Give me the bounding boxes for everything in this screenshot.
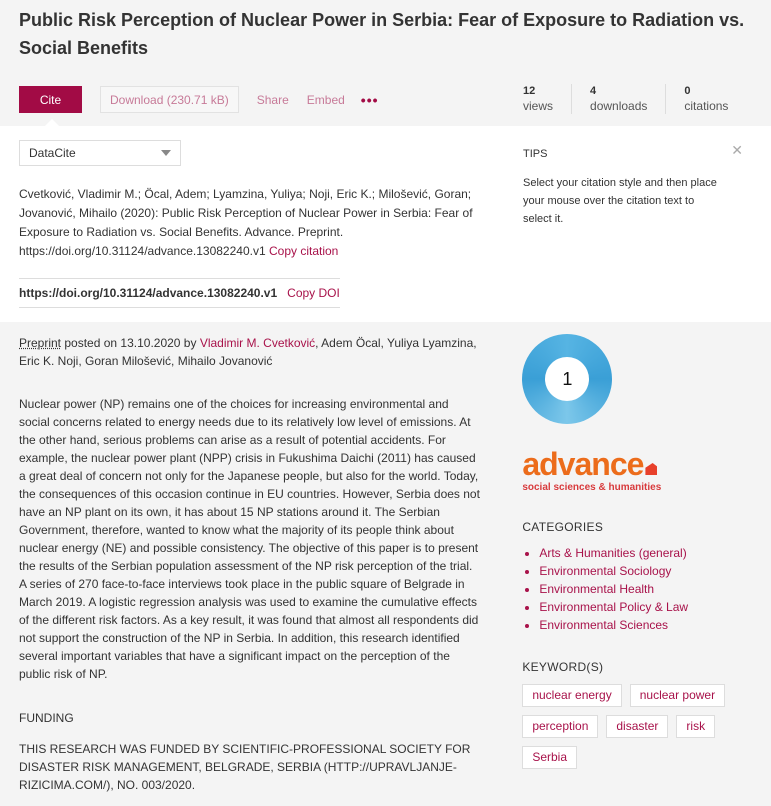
category-link[interactable]: Environmental Sciences xyxy=(539,618,669,632)
keyword-tag[interactable]: Serbia xyxy=(522,746,577,769)
stat-value: 4 xyxy=(590,85,597,97)
stat-citations xyxy=(665,84,746,114)
main-content xyxy=(0,322,771,806)
doi-row xyxy=(19,278,340,308)
byline xyxy=(19,334,480,370)
logo-word: advance xyxy=(522,446,644,482)
tips-title: TIPS xyxy=(523,148,548,160)
keywords-list xyxy=(522,684,752,769)
chevron-down-icon xyxy=(161,150,171,156)
category-item[interactable] xyxy=(539,544,752,562)
author-link[interactable]: Vladimir M. Cvetković xyxy=(199,336,316,350)
stat-value: 0 xyxy=(684,85,691,97)
share-link[interactable]: Share xyxy=(256,92,289,107)
categories-title: CATEGORIES xyxy=(522,520,604,534)
right-column xyxy=(522,334,752,794)
keyword-tag[interactable]: nuclear power xyxy=(630,684,725,707)
action-bar xyxy=(19,86,379,113)
altmetric-badge[interactable] xyxy=(522,334,612,424)
more-icon[interactable]: ••• xyxy=(360,91,379,108)
close-icon[interactable]: ✕ xyxy=(731,142,743,158)
abstract: Nuclear power (NP) remains one of the choices for increasing environmental and social concerns related to energy needs due to its relatively low level of emissions. At the other hand, serious problems can arise as a result of potential accidents. For example, the nuclear power plant (NPP) crisis in Fukushima Daichi (2011) has caused a great deal of concern not only for the Japanese people, but also for the world. Today, the consequences of this occasion continue in EU countries. However, Serbia does not have an NP plant on its own, it has about 15 NP stations around it. The Serbian Government, therefore, wanted to know what the majority of its people think about nuclear energy (NE) and possible consistency. The objective of this paper is to present the results of the Serbian population assessment of the NP risk perception of the trial. A series of 270 face-to-face interviews took place in the public square of Belgrade in March 2019. A logistic regression analysis was used to examine the cumulative effects of the different risk factors. As a key result, it was found that almost all respondents did not support the construction of the NP in Serbia. In addition, this research identified several important variables that have a significant impact on the perception of the public risk of NP. xyxy=(19,397,480,681)
category-item[interactable] xyxy=(539,580,752,598)
page-title: Public Risk Perception of Nuclear Power in Serbia: Fear of Exposure to Radiation vs. Social Benefits xyxy=(19,10,745,58)
stat-label: views xyxy=(523,99,554,113)
citation-text[interactable] xyxy=(19,185,489,261)
category-item[interactable] xyxy=(539,616,752,634)
panel-pointer xyxy=(45,119,59,126)
category-link[interactable]: Environmental Sociology xyxy=(539,564,672,578)
preprint-label[interactable]: Preprint xyxy=(19,336,62,350)
logo-tagline: social sciences & humanities xyxy=(522,482,662,493)
stat-value: 12 xyxy=(523,85,536,97)
doi-text[interactable]: https://doi.org/10.31124/advance.13082240.v1 xyxy=(19,286,278,300)
citation-body[interactable]: Cvetković, Vladimir M.; Öcal, Adem; Lyamzina, Yuliya; Noji, Eric K.; Milošević, Goran; Jovanović, Mihailo (2020): Public Risk Perception of Nuclear Power in Serbia: Fear of Exposure to Radiation vs. Social Benefits. Advance. Preprint. https://doi.org/10.31124/advance.13082240.v1 xyxy=(19,187,473,258)
download-button[interactable]: Download (230.71 kB) xyxy=(100,86,239,113)
categories-list xyxy=(522,544,752,634)
keyword-tag[interactable]: perception xyxy=(522,715,598,738)
embed-link[interactable]: Embed xyxy=(306,92,345,107)
funding xyxy=(19,711,480,794)
cite-button[interactable]: Cite xyxy=(19,86,82,113)
stat-downloads xyxy=(571,84,665,114)
select-value: DataCite xyxy=(29,146,76,160)
keyword-tag[interactable]: risk xyxy=(676,715,715,738)
keyword-tag[interactable]: nuclear energy xyxy=(522,684,621,707)
citation-style-select[interactable] xyxy=(19,140,181,166)
copy-doi-link[interactable]: Copy DOI xyxy=(287,286,340,300)
stat-views xyxy=(523,84,571,114)
posted-text: posted on 13.10.2020 by xyxy=(61,336,200,350)
logo-wordmark xyxy=(522,446,752,482)
other-authors: , Adem Öcal, Yuliya Lyamzina, Eric K. Noji, Goran Milošević, Mihailo Jovanović xyxy=(19,336,477,368)
altmetric-score: 1 xyxy=(545,357,589,401)
left-column xyxy=(19,334,480,794)
stat-label: downloads xyxy=(590,99,648,113)
cite-panel xyxy=(0,126,771,322)
keywords-title: KEYWORD(S) xyxy=(522,660,604,674)
category-link[interactable]: Arts & Humanities (general) xyxy=(539,546,687,560)
funding-title: FUNDING xyxy=(19,711,74,725)
tips-text: Select your citation style and then place your mouse over the citation text to select it. xyxy=(523,177,717,225)
category-link[interactable]: Environmental Health xyxy=(539,582,655,596)
logo-flag-icon xyxy=(645,463,657,475)
copy-citation-link[interactable]: Copy citation xyxy=(268,244,339,258)
tips xyxy=(523,148,723,228)
stats xyxy=(523,84,746,114)
category-item[interactable] xyxy=(539,598,752,616)
stat-label: citations xyxy=(684,99,729,113)
keyword-tag[interactable]: disaster xyxy=(606,715,668,738)
category-link[interactable]: Environmental Policy & Law xyxy=(539,600,689,614)
category-item[interactable] xyxy=(539,562,752,580)
header xyxy=(0,0,771,126)
funding-text: THIS RESEARCH WAS FUNDED BY SCIENTIFIC-PROFESSIONAL SOCIETY FOR DISASTER RISK MANAGEMENT, BELGRADE, SERBIA (HTTP://UPRAVLJANJE-RIZICIMA.COM/), NO. 003/2020. xyxy=(19,742,471,792)
advance-logo[interactable] xyxy=(522,446,752,494)
